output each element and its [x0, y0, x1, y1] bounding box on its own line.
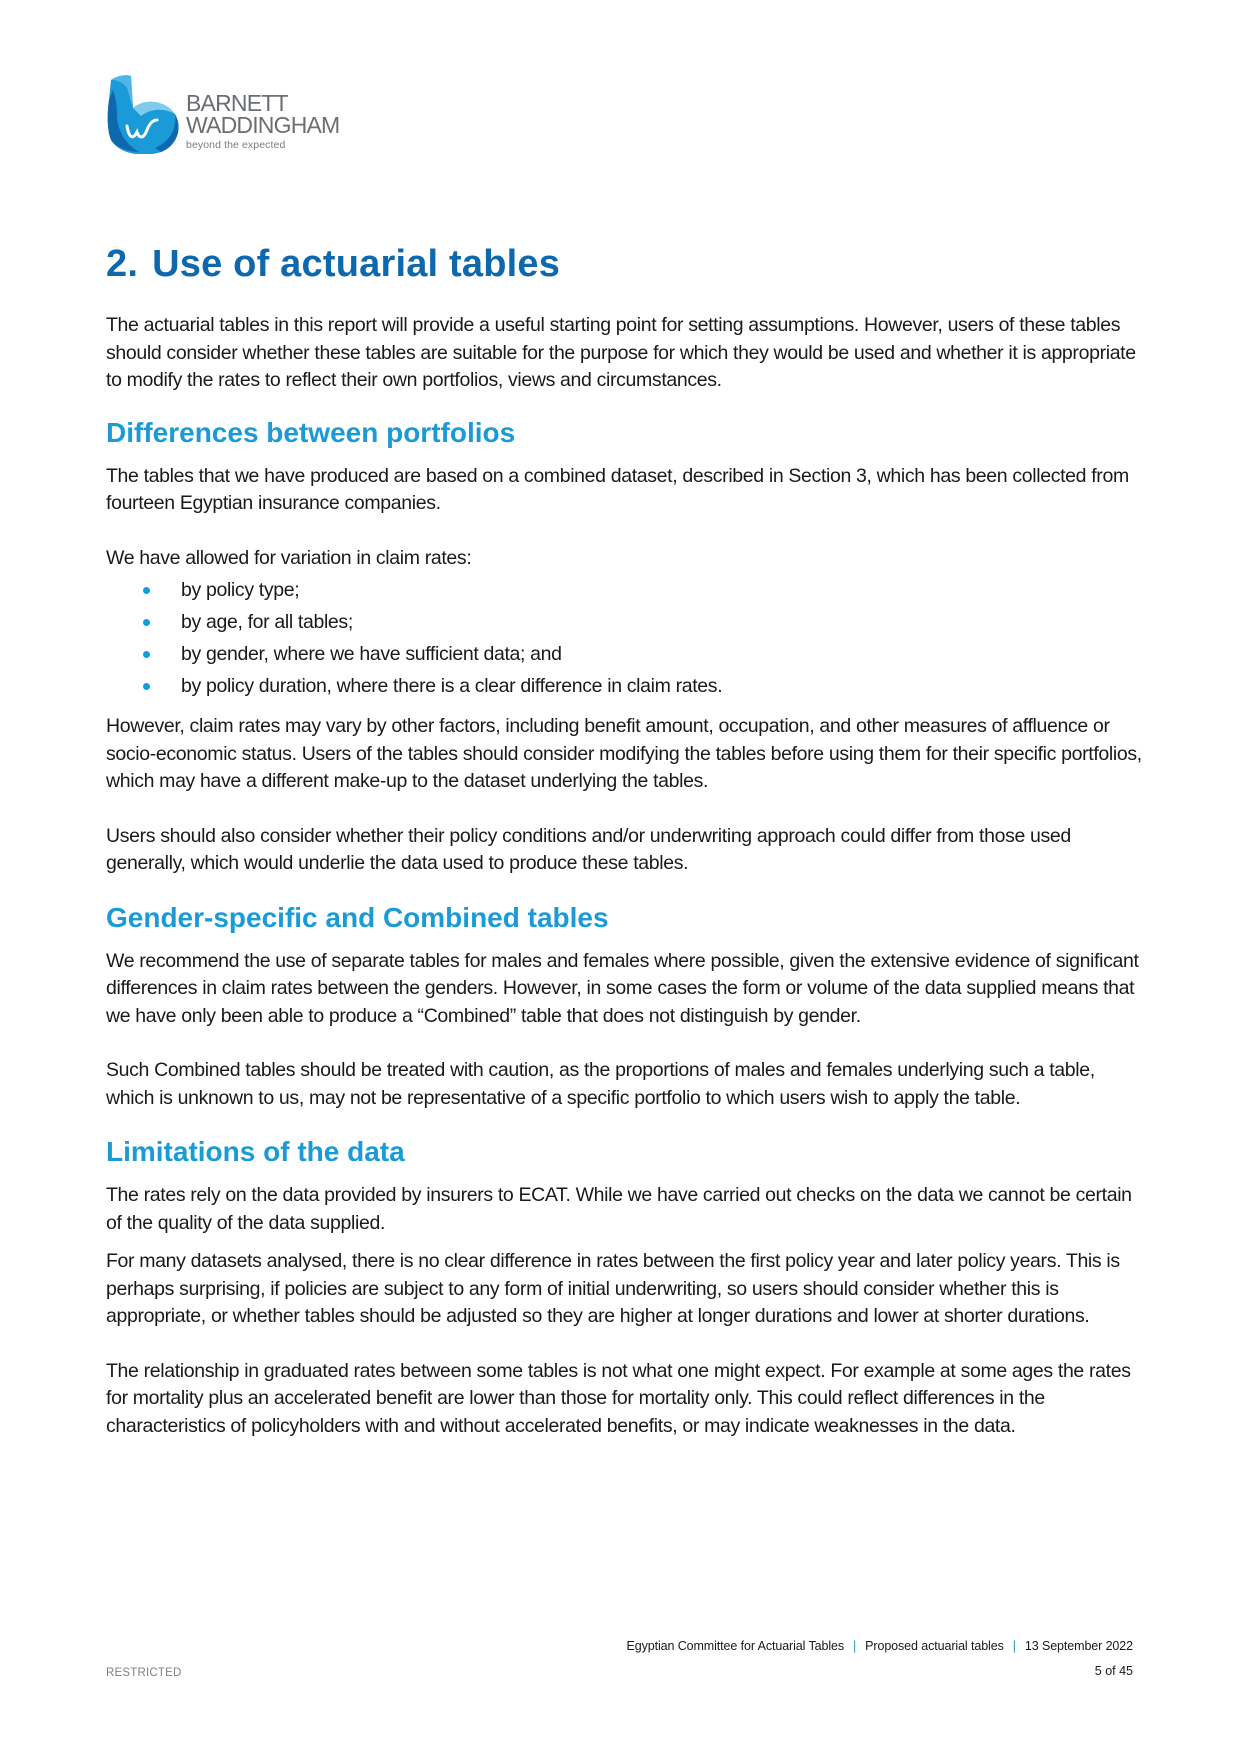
gender-paragraph-1: We recommend the use of separate tables for males and females where possible, given the extensive evidence of significant differences in claim rates between the genders. However, in some cases the form or volume of the data supplied means that we have only been able to produce a “Combined” table that does not distinguish by gender. — [106, 949, 1139, 1027]
logo-line-2: WADDINGHAM — [186, 112, 340, 138]
section-number: 2. — [106, 243, 139, 285]
heading-differences-between-portfolios: Differences between portfolios — [106, 416, 516, 448]
bullet-icon — [143, 619, 150, 626]
differences-paragraph-4: Users should also consider whether their policy conditions and/or underwriting approach could differ from those used generally, which would underlie the data used to produce these tables. — [106, 824, 1071, 874]
list-item: by age, for all tables; — [106, 606, 1146, 638]
section-title-text: Use of actuarial tables — [152, 243, 561, 285]
company-logo — [105, 74, 355, 156]
intro-paragraph: The actuarial tables in this report will provide a useful starting point for setting assumptions. However, users of these tables should consider whether these tables are suitable for the purpose for which they would be used and whether it is appropriate to modify the rates to reflect their own portfolios, views and circumstances. — [106, 314, 1136, 391]
differences-paragraph-2: We have allowed for variation in claim rates: — [106, 546, 472, 569]
footer-separator: | — [1012, 1639, 1016, 1653]
heading-limitations-of-data: Limitations of the data — [106, 1136, 405, 1167]
heading-gender-specific-tables: Gender-specific and Combined tables — [106, 901, 609, 933]
classification-label: RESTRICTED — [106, 1667, 182, 1679]
bullet-icon — [143, 587, 150, 594]
logo-wordmark — [186, 92, 339, 152]
logo-line-1: BARNETT — [186, 90, 288, 116]
footer-document-info — [627, 1639, 1134, 1653]
bullet-icon — [143, 683, 150, 690]
bullet-icon — [143, 651, 150, 658]
footer-separator: | — [853, 1639, 857, 1653]
footer-date: 13 September 2022 — [1024, 1639, 1133, 1653]
list-item: by policy duration, where there is a clear difference in claim rates. — [106, 670, 1146, 702]
gender-paragraph-2: Such Combined tables should be treated with caution, as the proportions of males and females underlying such a table, which is unknown to us, may not be representative of a specific portfolio to which users wish to apply the table. — [106, 1059, 1095, 1109]
footer-organisation: Egyptian Committee for Actuarial Tables — [626, 1639, 845, 1653]
limitations-paragraph-2: For many datasets analysed, there is no clear difference in rates between the first policy year and later policy years. This is perhaps surprising, if policies are subject to any form of initial underwriting, so users should consider whether this is appropriate, or whether tables should be adjusted so they are higher at longer durations and lower at shorter durations. — [106, 1250, 1120, 1327]
section-title — [106, 240, 1146, 288]
main-content — [106, 240, 1146, 1440]
page-number: 5 of 45 — [1094, 1664, 1133, 1678]
variation-bullet-list — [106, 574, 1146, 702]
logo-tagline: beyond the expected — [186, 139, 286, 151]
limitations-paragraph-3: The relationship in graduated rates between some tables is not what one might expect. For example at some ages the rates for mortality plus an accelerated benefit are lower than those for mortality only. This could reflect differences in the characteristics of policyholders with and without accelerated benefits, or may indicate weaknesses in the data. — [106, 1359, 1131, 1437]
barnett-waddingham-logo-icon — [105, 74, 181, 154]
limitations-paragraph-1: The rates rely on the data provided by insurers to ECAT. While we have carried out checks on the data we cannot be certain of the quality of the data supplied. — [106, 1184, 1132, 1234]
differences-paragraph-3: However, claim rates may vary by other factors, including benefit amount, occupation, and other measures of affluence or socio-economic status. Users of the tables should consider modifying the tables before using them for their specific portfolios, which may have a different make-up to the dataset underlying the tables. — [106, 715, 1142, 792]
footer-document-title: Proposed actuarial tables — [865, 1639, 1004, 1653]
list-item: by gender, where we have sufficient data; and — [106, 638, 1146, 670]
differences-paragraph-1: The tables that we have produced are based on a combined dataset, described in Section 3, which has been collected from fourteen Egyptian insurance companies. — [106, 464, 1129, 514]
list-item: by policy type; — [106, 574, 1146, 606]
